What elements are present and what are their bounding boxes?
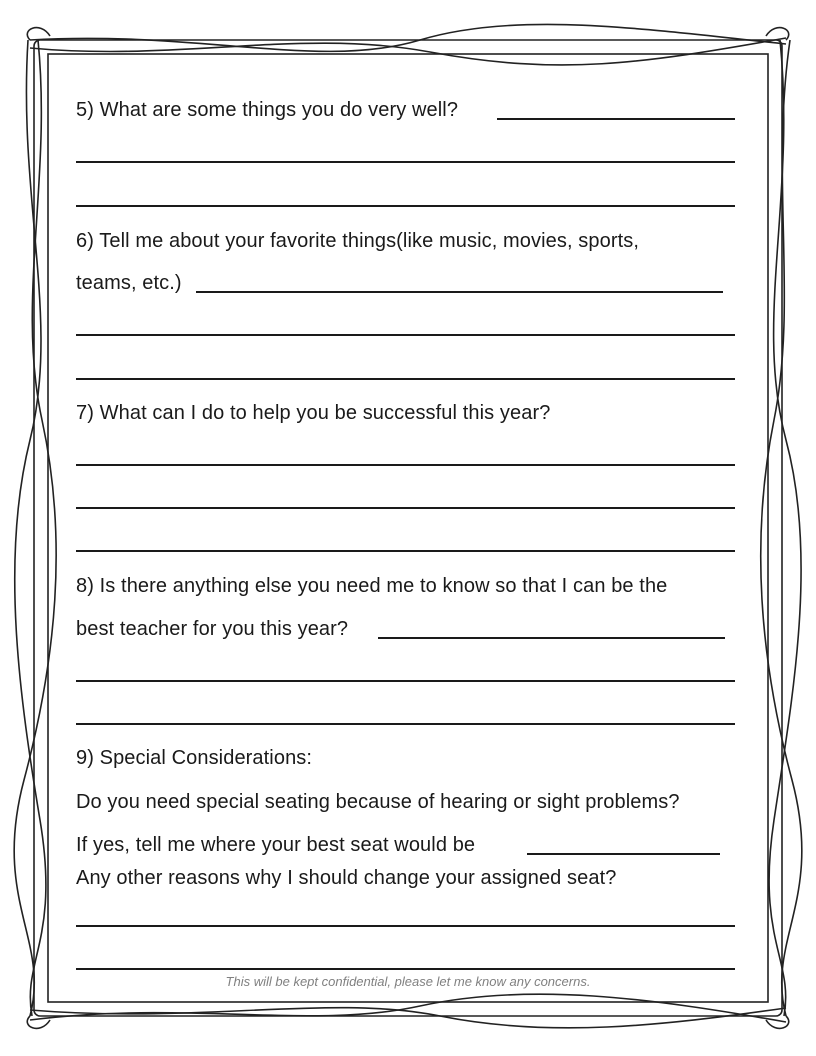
question-9-seating-text: Do you need special seating because of hearing or sight problems?	[76, 791, 680, 813]
question-6-text-line1: 6) Tell me about your favorite things(like music, movies, sports,	[76, 230, 640, 252]
question-5-text: 5) What are some things you do very well?	[76, 99, 459, 121]
question-6-text-line2: teams, etc.)	[76, 272, 182, 294]
answer-line-5b[interactable]	[76, 161, 735, 163]
answer-line-5a[interactable]	[497, 118, 735, 120]
answer-line-8a[interactable]	[378, 637, 725, 639]
answer-line-8b[interactable]	[76, 680, 735, 682]
answer-line-7a[interactable]	[76, 464, 735, 466]
answer-line-6a[interactable]	[196, 291, 723, 293]
answer-line-best-seat[interactable]	[527, 853, 720, 855]
question-8-text-line1: 8) Is there anything else you need me to know so that I can be the	[76, 575, 668, 597]
question-9-other-text: Any other reasons why I should change your assigned seat?	[76, 867, 617, 889]
answer-line-5c[interactable]	[76, 205, 735, 207]
answer-line-6c[interactable]	[76, 378, 735, 380]
answer-line-8c[interactable]	[76, 723, 735, 725]
question-8-text-line2: best teacher for you this year?	[76, 618, 349, 640]
confidentiality-footer: This will be kept confidential, please let me know any concerns.	[225, 974, 591, 989]
answer-line-7c[interactable]	[76, 550, 735, 552]
question-9-best-seat-text: If yes, tell me where your best seat would be	[76, 834, 476, 856]
answer-line-7b[interactable]	[76, 507, 735, 509]
question-9-title: 9) Special Considerations:	[76, 747, 313, 769]
question-7-text: 7) What can I do to help you be successful this year?	[76, 402, 551, 424]
answer-line-9a[interactable]	[76, 925, 735, 927]
answer-line-9b[interactable]	[76, 968, 735, 970]
answer-line-6b[interactable]	[76, 334, 735, 336]
